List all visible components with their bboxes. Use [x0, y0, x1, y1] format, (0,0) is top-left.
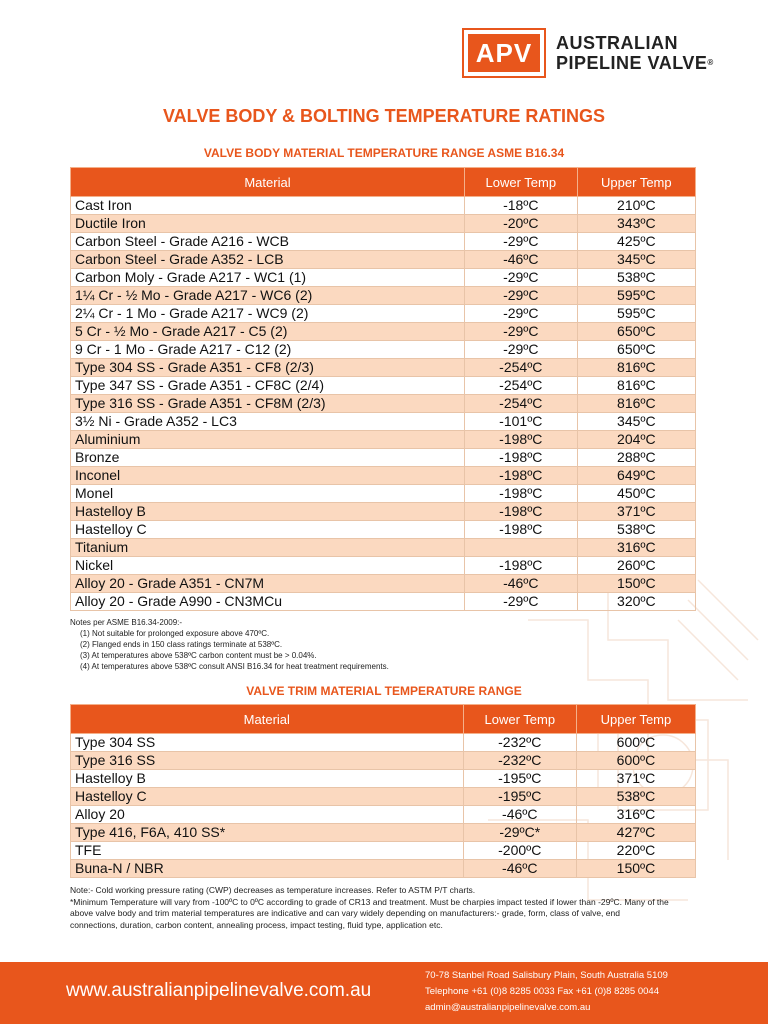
asme-notes	[70, 617, 389, 672]
table-row	[71, 431, 696, 449]
upper-temp-cell: 538ºC	[577, 521, 695, 539]
upper-temp-cell: 343ºC	[577, 215, 695, 233]
upper-temp-cell: 345ºC	[577, 413, 695, 431]
material-cell: 3½ Ni - Grade A352 - LC3	[71, 413, 465, 431]
table-row	[71, 806, 696, 824]
table-row	[71, 593, 696, 611]
lower-temp-cell: -46ºC	[463, 860, 576, 878]
lower-temp-cell: -198ºC	[464, 449, 577, 467]
lower-temp-cell: -29ºC	[464, 305, 577, 323]
lower-temp-cell: -29ºC	[464, 593, 577, 611]
column-header-lower-temp: Lower Temp	[463, 705, 576, 734]
upper-temp-cell: 204ºC	[577, 431, 695, 449]
contact-details	[425, 968, 668, 1016]
page-title: VALVE BODY & BOLTING TEMPERATURE RATINGS	[162, 106, 605, 126]
upper-temp-cell: 316ºC	[577, 539, 695, 557]
upper-temp-cell: 538ºC	[576, 788, 695, 806]
upper-temp-cell: 210ºC	[577, 197, 695, 215]
lower-temp-cell: -198ºC	[464, 467, 577, 485]
upper-temp-cell: 816ºC	[577, 359, 695, 377]
material-cell: Type 347 SS - Grade A351 - CF8C (2/4)	[71, 377, 465, 395]
logo-mark-text: APV	[468, 34, 540, 72]
upper-temp-cell: 150ºC	[577, 575, 695, 593]
lower-temp-cell: -254ºC	[464, 377, 577, 395]
lower-temp-cell: -18ºC	[464, 197, 577, 215]
table-row	[71, 770, 696, 788]
material-cell: Ductile Iron	[71, 215, 465, 233]
material-cell: TFE	[71, 842, 464, 860]
upper-temp-cell: 150ºC	[576, 860, 695, 878]
upper-temp-cell: 371ºC	[577, 503, 695, 521]
material-cell: Alloy 20 - Grade A990 - CN3MCu	[71, 593, 465, 611]
column-header-material: Material	[71, 168, 465, 197]
material-cell: Carbon Steel - Grade A216 - WCB	[71, 233, 465, 251]
table-row	[71, 413, 696, 431]
material-cell: Nickel	[71, 557, 465, 575]
lower-temp-cell: -29ºC	[464, 323, 577, 341]
material-cell: Titanium	[71, 539, 465, 557]
minimum-temperature-note: *Minimum Temperature will vary from -100ºC to 0ºC according to grade of CR13 and treatment. Must be charpies impact tested if lower than -29ºC. Many of the above valve body and trim material temperatures are indicative and can vary widely depending on manufacturers:- grade, form, class of valve, end connections, duration, carbon content, annealing process, impact testing, fluid type, application etc.	[70, 896, 669, 930]
table-row	[71, 575, 696, 593]
material-cell: Type 304 SS	[71, 734, 464, 752]
material-cell: Hastelloy B	[71, 503, 465, 521]
lower-temp-cell: -198ºC	[464, 557, 577, 575]
lower-temp-cell: -20ºC	[464, 215, 577, 233]
upper-temp-cell: 288ºC	[577, 449, 695, 467]
table-row	[71, 215, 696, 233]
material-cell: Type 304 SS - Grade A351 - CF8 (2/3)	[71, 359, 465, 377]
material-cell: Inconel	[71, 467, 465, 485]
upper-temp-cell: 220ºC	[576, 842, 695, 860]
lower-temp-cell: -200ºC	[463, 842, 576, 860]
upper-temp-cell: 650ºC	[577, 341, 695, 359]
table-row	[71, 539, 696, 557]
column-header-material: Material	[71, 705, 464, 734]
table-row	[71, 860, 696, 878]
material-cell: 5 Cr - ½ Mo - Grade A217 - C5 (2)	[71, 323, 465, 341]
table-row	[71, 467, 696, 485]
lower-temp-cell: -195ºC	[463, 788, 576, 806]
lower-temp-cell: -254ºC	[464, 395, 577, 413]
table-row	[71, 377, 696, 395]
lower-temp-cell: -232ºC	[463, 752, 576, 770]
lower-temp-cell: -46ºC	[464, 575, 577, 593]
body-table-subtitle: VALVE BODY MATERIAL TEMPERATURE RANGE ASME B16.34	[203, 146, 565, 160]
material-cell: Bronze	[71, 449, 465, 467]
note-item: (4) At temperatures above 538ºC consult ANSI B16.34 for heat treatment requirements.	[80, 662, 389, 671]
lower-temp-cell: -198ºC	[464, 503, 577, 521]
table-row	[71, 197, 696, 215]
material-cell: Buna-N / NBR	[71, 860, 464, 878]
lower-temp-cell: -46ºC	[463, 806, 576, 824]
material-cell: Monel	[71, 485, 465, 503]
material-cell: Hastelloy C	[71, 521, 465, 539]
upper-temp-cell: 595ºC	[577, 305, 695, 323]
table-row	[71, 359, 696, 377]
note-item: (1) Not suitable for prolonged exposure above 470ºC.	[80, 629, 270, 638]
address: 70-78 Stanbel Road Salisbury Plain, South Australia 5109	[425, 970, 668, 981]
cwp-note: Note:- Cold working pressure rating (CWP) decreases as temperature increases. Refer to ASTM P/T charts.	[70, 885, 476, 895]
material-cell: Hastelloy C	[71, 788, 464, 806]
website-link[interactable]: www.australianpipelinevalve.com.au	[66, 980, 372, 1001]
upper-temp-cell: 425ºC	[577, 233, 695, 251]
table-row	[71, 734, 696, 752]
trim-table-subtitle: VALVE TRIM MATERIAL TEMPERATURE RANGE	[246, 684, 522, 698]
table-row	[71, 842, 696, 860]
material-cell: Carbon Moly - Grade A217 - WC1 (1)	[71, 269, 465, 287]
note-item: (3) At temperatures above 538ºC carbon content must be > 0.04%.	[80, 651, 317, 660]
lower-temp-cell: -46ºC	[464, 251, 577, 269]
upper-temp-cell: 816ºC	[577, 395, 695, 413]
upper-temp-cell: 816ºC	[577, 377, 695, 395]
material-cell: Type 416, F6A, 410 SS*	[71, 824, 464, 842]
material-cell: 2¼ Cr - 1 Mo - Grade A217 - WC9 (2)	[71, 305, 465, 323]
general-notes	[70, 885, 670, 931]
material-cell: Alloy 20 - Grade A351 - CN7M	[71, 575, 465, 593]
upper-temp-cell: 450ºC	[577, 485, 695, 503]
footer-bar	[0, 962, 768, 1024]
material-cell: Type 316 SS	[71, 752, 464, 770]
column-header-lower-temp: Lower Temp	[464, 168, 577, 197]
registered-mark: ®	[707, 58, 714, 67]
table-row	[71, 287, 696, 305]
table-row	[71, 395, 696, 413]
table-row	[71, 752, 696, 770]
upper-temp-cell: 320ºC	[577, 593, 695, 611]
table-row	[71, 341, 696, 359]
valve-body-temperature-table	[70, 167, 696, 611]
lower-temp-cell: -101ºC	[464, 413, 577, 431]
column-header-upper-temp: Upper Temp	[576, 705, 695, 734]
lower-temp-cell: -198ºC	[464, 431, 577, 449]
lower-temp-cell: -195ºC	[463, 770, 576, 788]
lower-temp-cell: -29ºC	[464, 341, 577, 359]
table-row	[71, 251, 696, 269]
notes-heading: Notes per ASME B16.34-2009:-	[70, 618, 183, 627]
upper-temp-cell: 595ºC	[577, 287, 695, 305]
lower-temp-cell: -254ºC	[464, 359, 577, 377]
material-cell: Hastelloy B	[71, 770, 464, 788]
company-logo	[462, 28, 714, 78]
lower-temp-cell: -198ºC	[464, 485, 577, 503]
upper-temp-cell: 345ºC	[577, 251, 695, 269]
material-cell: 9 Cr - 1 Mo - Grade A217 - C12 (2)	[71, 341, 465, 359]
upper-temp-cell: 650ºC	[577, 323, 695, 341]
material-cell: Type 316 SS - Grade A351 - CF8M (2/3)	[71, 395, 465, 413]
table-row	[71, 788, 696, 806]
upper-temp-cell: 427ºC	[576, 824, 695, 842]
material-cell: Aluminium	[71, 431, 465, 449]
logo-line-2: PIPELINE VALVE	[556, 53, 708, 73]
upper-temp-cell: 260ºC	[577, 557, 695, 575]
lower-temp-cell: -232ºC	[463, 734, 576, 752]
upper-temp-cell: 316ºC	[576, 806, 695, 824]
email-link[interactable]: admin@australianpipelinevalve.com.au	[425, 1002, 591, 1013]
material-cell: Cast Iron	[71, 197, 465, 215]
column-header-upper-temp: Upper Temp	[577, 168, 695, 197]
material-cell: Alloy 20	[71, 806, 464, 824]
upper-temp-cell: 600ºC	[576, 734, 695, 752]
upper-temp-cell: 538ºC	[577, 269, 695, 287]
table-row	[71, 305, 696, 323]
note-item: (2) Flanged ends in 150 class ratings terminate at 538ºC.	[80, 640, 283, 649]
logo-line-1: AUSTRALIAN	[556, 33, 678, 53]
logo-wordmark	[556, 33, 714, 73]
lower-temp-cell	[464, 539, 577, 557]
table-row	[71, 323, 696, 341]
apv-logo-mark	[462, 28, 546, 78]
material-cell: 1¼ Cr - ½ Mo - Grade A217 - WC6 (2)	[71, 287, 465, 305]
lower-temp-cell: -29ºC	[464, 269, 577, 287]
table-row	[71, 824, 696, 842]
lower-temp-cell: -29ºC	[464, 233, 577, 251]
lower-temp-cell: -29ºC*	[463, 824, 576, 842]
lower-temp-cell: -29ºC	[464, 287, 577, 305]
table-row	[71, 485, 696, 503]
valve-trim-temperature-table	[70, 704, 696, 878]
table-row	[71, 233, 696, 251]
table-row	[71, 521, 696, 539]
phone-fax: Telephone +61 (0)8 8285 0033 Fax +61 (0)8 8285 0044	[425, 986, 659, 997]
table-row	[71, 269, 696, 287]
material-cell: Carbon Steel - Grade A352 - LCB	[71, 251, 465, 269]
upper-temp-cell: 371ºC	[576, 770, 695, 788]
table-row	[71, 449, 696, 467]
table-row	[71, 503, 696, 521]
table-row	[71, 557, 696, 575]
lower-temp-cell: -198ºC	[464, 521, 577, 539]
upper-temp-cell: 600ºC	[576, 752, 695, 770]
upper-temp-cell: 649ºC	[577, 467, 695, 485]
